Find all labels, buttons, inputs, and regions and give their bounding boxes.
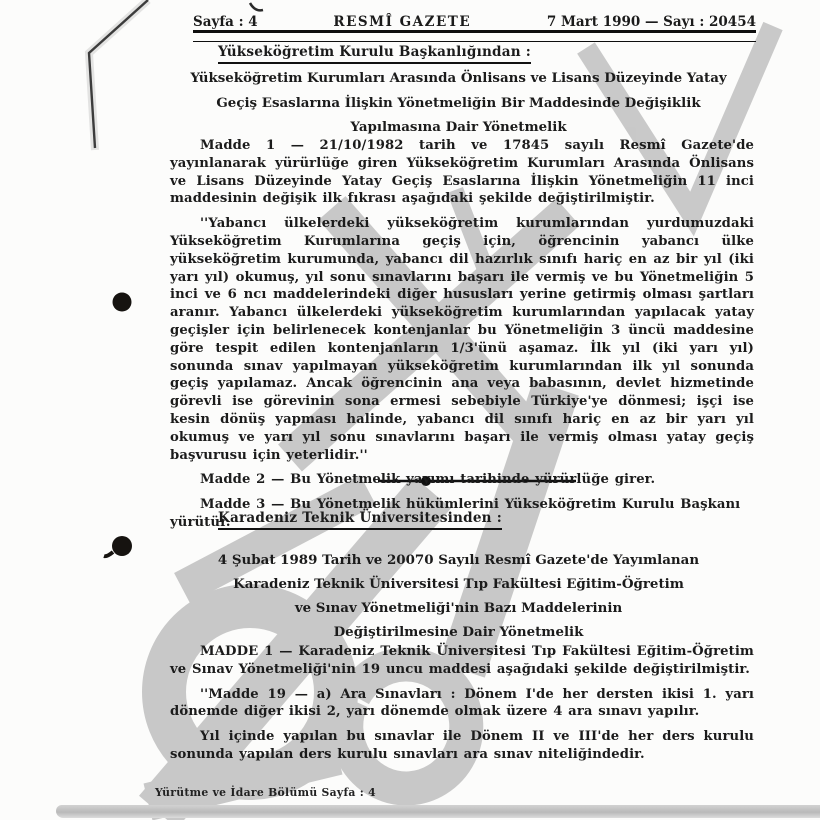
section1-title-line: Yükseköğretim Kurumları Arasında Önlisans ve Lisans Düzeyinde Yatay bbox=[190, 70, 727, 86]
page-number-label: Sayfa : 4 bbox=[193, 14, 258, 30]
section2-title bbox=[175, 548, 742, 644]
masthead-title: RESMÎ GAZETE bbox=[333, 14, 472, 30]
paragraph-madde3: Madde 3 — Bu Yönetmelik hükümlerini Yükseköğretim Kurulu Başkanı yürütür. bbox=[170, 497, 741, 530]
section2-title-line: 4 Şubat 1989 Tarih ve 20070 Sayılı Resmî Gazete'de Yayımlanan bbox=[217, 552, 700, 568]
section1-body bbox=[170, 137, 754, 539]
section1-title-line: Yapılmasına Dair Yönetmelik bbox=[350, 119, 567, 135]
paragraph-madde19: ''Madde 19 — a) Ara Sınavları : Dönem I'de her dersten ikisi 1. yarı dönemde diğer ikisi 2, yarı dönemde olmak üzere 4 ara sınavı yapılır. bbox=[170, 686, 754, 720]
paragraph-madde1-ktu: MADDE 1 — Karadeniz Teknik Üniversitesi Tıp Fakültesi Eğitim-Öğretim ve Sınav Yönetmeliği'nin 19 uncu maddesi aşağıdaki şekilde değiştirilmiştir. bbox=[170, 644, 754, 677]
paragraph-madde2: Madde 2 — Bu Yönetmelik yayımı tarihinde yürürlüğe girer. bbox=[200, 472, 656, 488]
section2-title-line: Değiştirilmesine Dair Yönetmelik bbox=[333, 624, 584, 640]
paragraph-madde1: Madde 1 — 21/10/1982 tarih ve 17845 sayılı Resmî Gazete'de yayınlanarak yürürlüğe giren Yükseköğretim Kurumları Arasında Önlisans ve Lisans Düzeyinde Yatay Geçiş Esaslarına İlişkin Yönetmeliğin 11 inci maddesinin değişik ilk fıkrası aşağıdaki şekilde değiştirilmiştir. bbox=[170, 138, 754, 207]
paragraph-quoted-provision: ''Yabancı ülkelerdeki yükseköğretim kurumlarından yurdumuzdaki Yükseköğretim Kurumlarına geçiş için, öğrencinin yabancı ülke yükseköğretim kurumunda, yabancı dil hazırlık sınıfı hariç en az bir yıl (iki yarı yıl) okumuş, yıl sonu sınavlarını başarı ile vermiş ve bu Yönetmeliğin 5 inci ve 6 ncı maddelerindeki diğer hususları yerine getirmiş olması şartları aranır. Yabancı ülkelerdeki yükseköğretim kurumlarından yapılacak yatay geçişler için belirlenecek kontenjanlar bu Yönetmeliğin 3 üncü maddesine göre tespit edilen kontenjanların 1/3'ünü aşamaz. İlk yıl (iki yarı yıl) sonunda sınav yapılmayan yükseköğretim kurumlarından ilk yıl sonunda geçiş yapılamaz. Ancak öğrencinin ana veya babasının, devlet hizmetinde görevli ise görevinin sona ermesi sebebiyle Türkiye'ye dönmesi; işçi ise kesin dönüş yapması halinde, yabancı dil sınıfı hariç en az bir yarı yıl okumuş ve yarı yıl sonu sınavlarını başarı ile vermiş olması yatay geçiş başvurusu için yeterlidir.'' bbox=[170, 216, 754, 463]
section1-title-line: Geçiş Esaslarına İlişkin Yönetmeliğin Bir Maddesinde Değişiklik bbox=[216, 94, 701, 111]
section2-title-line: ve Sınav Yönetmeliği'nin Bazı Maddelerinin bbox=[294, 600, 623, 616]
section2-body bbox=[170, 643, 754, 771]
scan-edge-band bbox=[56, 805, 820, 818]
section2-title-line: Karadeniz Teknik Üniversitesi Tıp Fakültesi Eğitim-Öğretim bbox=[233, 576, 684, 592]
section1-authority-heading: Yükseköğretim Kurulu Başkanlığından : bbox=[218, 44, 531, 64]
gazette-header bbox=[193, 14, 756, 30]
issue-date-label: 7 Mart 1990 — Sayı : 20454 bbox=[546, 14, 756, 30]
footer-section-label: Yürütme ve İdare Bölümü Sayfa : 4 bbox=[155, 786, 376, 799]
paragraph-ara-sinav: Yıl içinde yapılan bu sınavlar ile Dönem II ve III'de her ders kurulu sonunda yapılan ders kurulu sınavları ara sınav niteliğindedir. bbox=[170, 729, 754, 762]
header-double-rule bbox=[193, 30, 756, 42]
section1-title bbox=[175, 66, 742, 140]
section2-authority-heading: Karadeniz Teknik Üniversitesinden : bbox=[218, 510, 502, 530]
